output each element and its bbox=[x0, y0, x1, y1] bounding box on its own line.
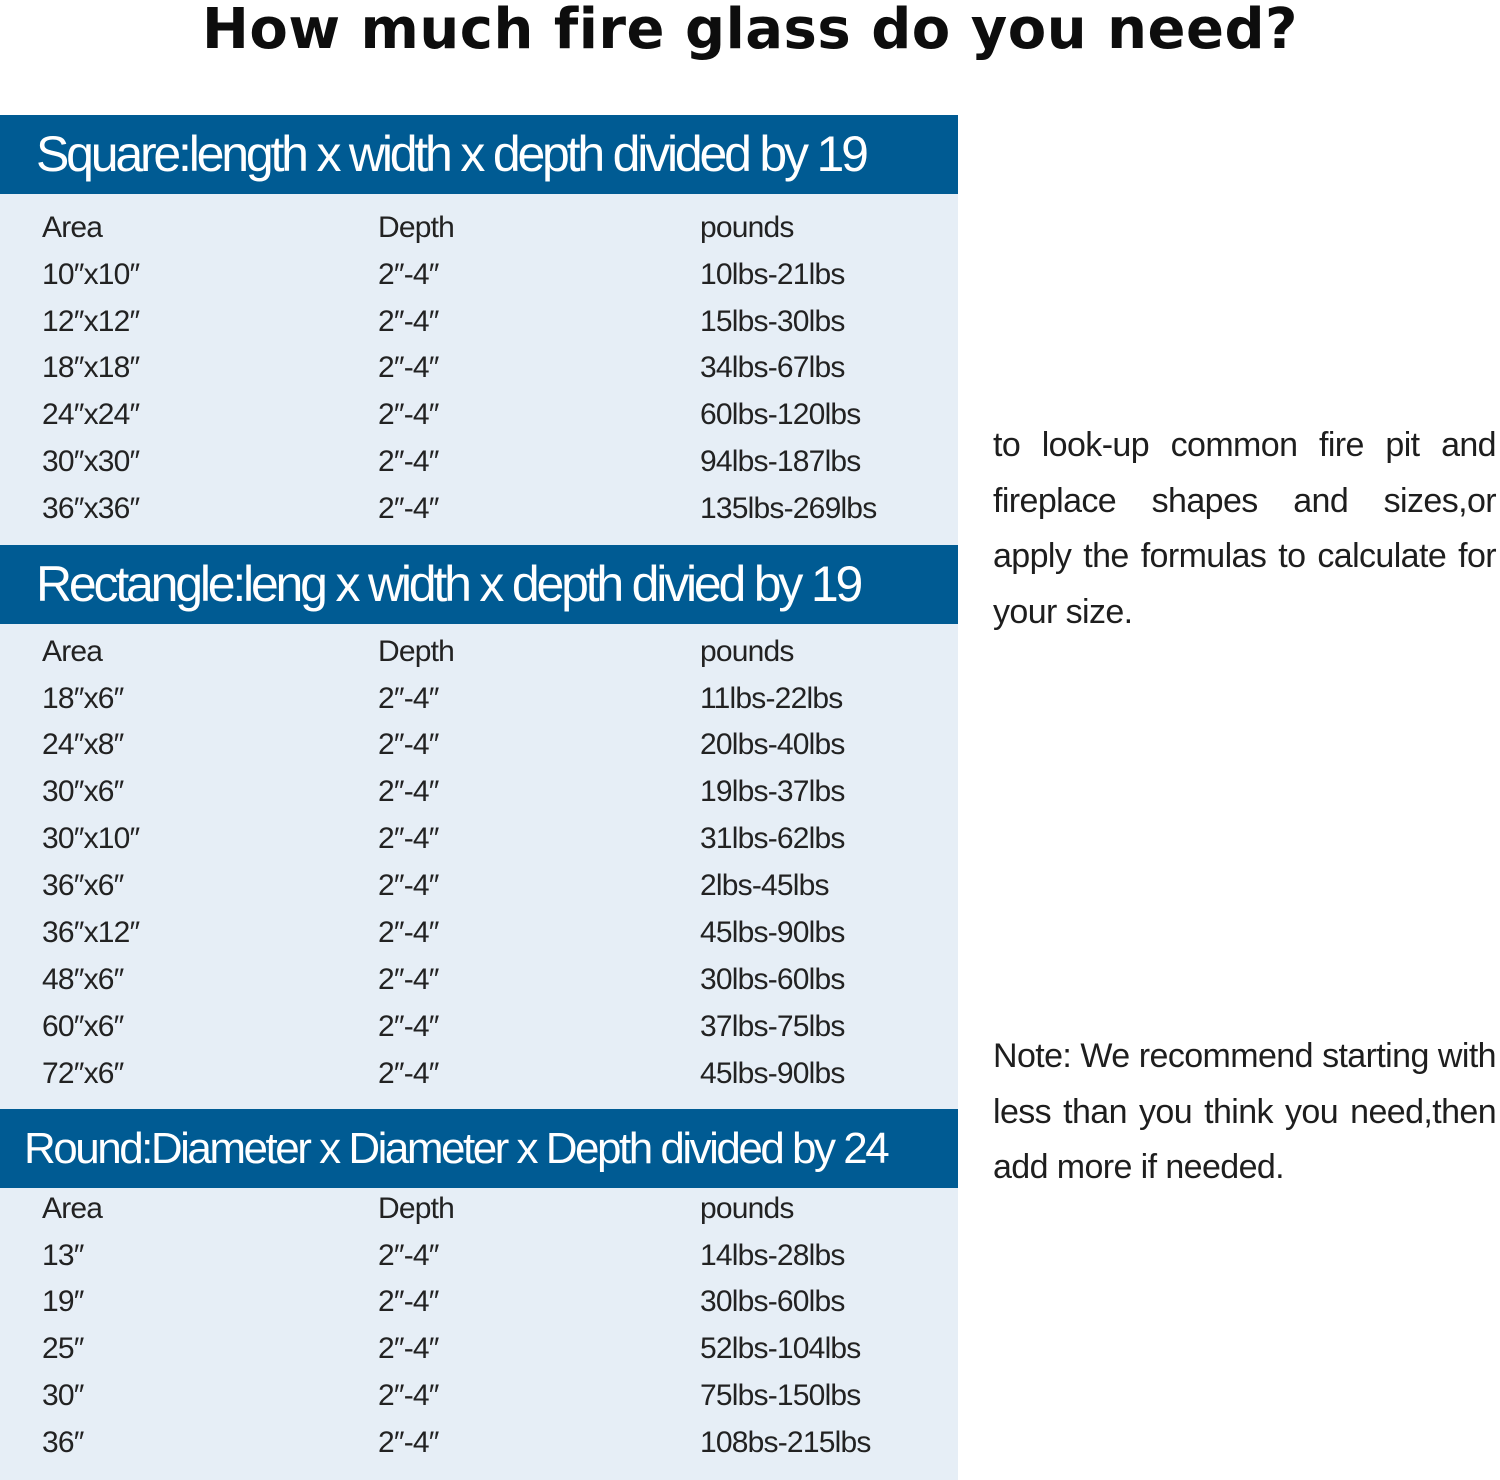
depth-cell: 2″-4″ bbox=[378, 1285, 439, 1318]
pounds-column-header: pounds bbox=[700, 635, 794, 668]
table-row bbox=[0, 392, 958, 438]
lookup-instructions: to look-up common fire pit and fireplace shapes and sizes,or apply the formulas to calculate for your size. bbox=[993, 426, 1496, 631]
area-cell: 24″x24″ bbox=[42, 398, 140, 431]
table-row bbox=[0, 769, 958, 815]
area-cell: 30″ bbox=[42, 1379, 84, 1412]
depth-cell: 2″-4″ bbox=[378, 1426, 439, 1459]
depth-cell: 2″-4″ bbox=[378, 445, 439, 478]
table-row bbox=[0, 345, 958, 391]
pounds-cell: 52lbs-104lbs bbox=[700, 1332, 861, 1365]
table-row bbox=[0, 863, 958, 909]
area-cell: 36″ bbox=[42, 1426, 84, 1459]
pounds-cell: 14lbs-28lbs bbox=[700, 1239, 845, 1272]
depth-cell: 2″-4″ bbox=[378, 1332, 439, 1365]
depth-cell: 2″-4″ bbox=[378, 305, 439, 338]
weight-table bbox=[0, 115, 958, 1480]
pounds-cell: 30lbs-60lbs bbox=[700, 1285, 845, 1318]
area-cell: 30″x30″ bbox=[42, 445, 140, 478]
area-column-header: Area bbox=[42, 1192, 103, 1225]
table-row bbox=[0, 1051, 958, 1097]
table-row bbox=[0, 816, 958, 862]
depth-cell: 2″-4″ bbox=[378, 258, 439, 291]
table-row bbox=[0, 486, 958, 532]
depth-cell: 2″-4″ bbox=[378, 728, 439, 761]
area-cell: 72″x6″ bbox=[42, 1057, 124, 1090]
depth-cell: 2″-4″ bbox=[378, 1379, 439, 1412]
area-cell: 19″ bbox=[42, 1285, 84, 1318]
area-cell: 18″x18″ bbox=[42, 351, 140, 384]
depth-cell: 2″-4″ bbox=[378, 398, 439, 431]
depth-cell: 2″-4″ bbox=[378, 351, 439, 384]
table-row bbox=[0, 299, 958, 345]
table-row bbox=[0, 957, 958, 1003]
area-cell: 60″x6″ bbox=[42, 1010, 124, 1043]
pounds-cell: 30lbs-60lbs bbox=[700, 963, 845, 996]
pounds-cell: 135lbs-269lbs bbox=[700, 492, 877, 525]
depth-cell: 2″-4″ bbox=[378, 1010, 439, 1043]
square-section-header: Square:length x width x depth divided by 19 bbox=[0, 115, 958, 194]
round-section-header: Round:Diameter x Diameter x Depth divided by 24 bbox=[0, 1109, 958, 1188]
pounds-cell: 19lbs-37lbs bbox=[700, 775, 845, 808]
area-cell: 13″ bbox=[42, 1239, 84, 1272]
area-column-header: Area bbox=[42, 211, 103, 244]
pounds-cell: 45lbs-90lbs bbox=[700, 916, 845, 949]
depth-cell: 2″-4″ bbox=[378, 869, 439, 902]
area-cell: 12″x12″ bbox=[42, 305, 140, 338]
area-cell: 36″x6″ bbox=[42, 869, 124, 902]
depth-cell: 2″-4″ bbox=[378, 1239, 439, 1272]
rectangle-section-header: Rectangle:leng x width x depth divied by 19 bbox=[0, 545, 958, 624]
square-column-headers bbox=[0, 205, 958, 251]
table-row bbox=[0, 1233, 958, 1279]
pounds-cell: 20lbs-40lbs bbox=[700, 728, 845, 761]
pounds-cell: 31lbs-62lbs bbox=[700, 822, 845, 855]
depth-cell: 2″-4″ bbox=[378, 492, 439, 525]
depth-column-header: Depth bbox=[378, 635, 455, 668]
table-row bbox=[0, 910, 958, 956]
table-row bbox=[0, 1420, 958, 1466]
pounds-cell: 11lbs-22lbs bbox=[700, 682, 843, 715]
area-cell: 25″ bbox=[42, 1332, 84, 1365]
area-cell: 48″x6″ bbox=[42, 963, 124, 996]
depth-cell: 2″-4″ bbox=[378, 775, 439, 808]
table-row bbox=[0, 1004, 958, 1050]
table-row bbox=[0, 439, 958, 485]
table-row bbox=[0, 1279, 958, 1325]
table-row bbox=[0, 252, 958, 298]
pounds-cell: 2lbs-45lbs bbox=[700, 869, 829, 902]
page-title: How much fire glass do you need? bbox=[201, 0, 1299, 62]
depth-cell: 2″-4″ bbox=[378, 1057, 439, 1090]
area-cell: 36″x12″ bbox=[42, 916, 140, 949]
pounds-cell: 94lbs-187lbs bbox=[700, 445, 861, 478]
area-cell: 18″x6″ bbox=[42, 682, 124, 715]
table-row bbox=[0, 676, 958, 722]
pounds-cell: 45lbs-90lbs bbox=[700, 1057, 845, 1090]
depth-cell: 2″-4″ bbox=[378, 822, 439, 855]
pounds-cell: 75lbs-150lbs bbox=[700, 1379, 861, 1412]
recommendation-note: Note: We recommend starting with less than you think you need,then add more if needed. bbox=[993, 1037, 1496, 1186]
pounds-cell: 108bs-215lbs bbox=[700, 1426, 871, 1459]
pounds-cell: 10lbs-21lbs bbox=[700, 258, 845, 291]
rectangle-column-headers bbox=[0, 629, 958, 675]
pounds-column-header: pounds bbox=[700, 211, 794, 244]
depth-cell: 2″-4″ bbox=[378, 916, 439, 949]
area-cell: 36″x36″ bbox=[42, 492, 140, 525]
depth-cell: 2″-4″ bbox=[378, 682, 439, 715]
round-column-headers bbox=[0, 1186, 958, 1232]
table-row bbox=[0, 1373, 958, 1419]
depth-column-header: Depth bbox=[378, 1192, 455, 1225]
area-column-header: Area bbox=[42, 635, 103, 668]
pounds-column-header: pounds bbox=[700, 1192, 794, 1225]
pounds-cell: 60lbs-120lbs bbox=[700, 398, 861, 431]
table-row bbox=[0, 722, 958, 768]
table-row bbox=[0, 1326, 958, 1372]
area-cell: 24″x8″ bbox=[42, 728, 124, 761]
depth-column-header: Depth bbox=[378, 211, 455, 244]
depth-cell: 2″-4″ bbox=[378, 963, 439, 996]
pounds-cell: 34lbs-67lbs bbox=[700, 351, 845, 384]
area-cell: 30″x6″ bbox=[42, 775, 124, 808]
area-cell: 30″x10″ bbox=[42, 822, 140, 855]
pounds-cell: 15lbs-30lbs bbox=[700, 305, 845, 338]
pounds-cell: 37lbs-75lbs bbox=[700, 1010, 845, 1043]
area-cell: 10″x10″ bbox=[42, 258, 140, 291]
